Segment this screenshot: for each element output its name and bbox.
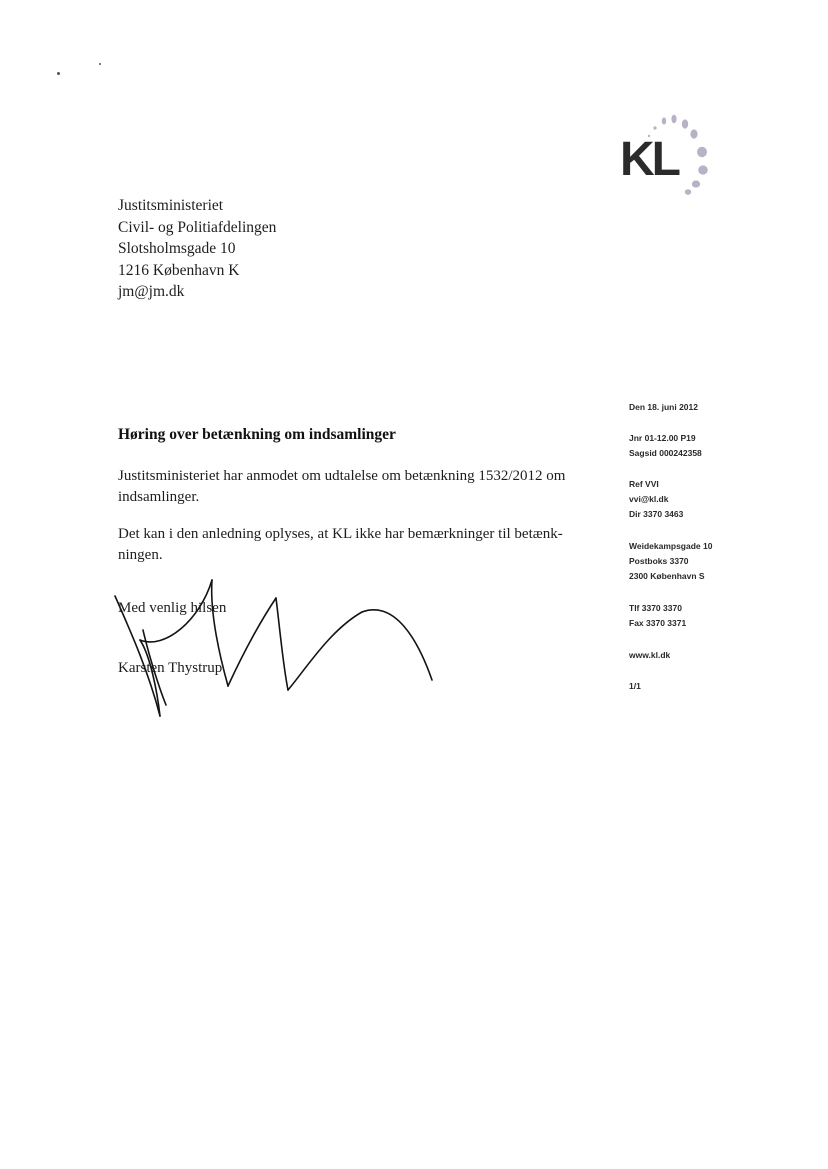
meta-jnr: Jnr 01-12.00 P19 bbox=[629, 433, 696, 443]
scan-speck bbox=[57, 72, 60, 75]
meta-fax: Fax 3370 3371 bbox=[629, 618, 687, 628]
paragraph-line: Justitsministeriet har anmodet om udtalelse om betænkning 1532/2012 om bbox=[118, 468, 566, 484]
meta-email: vvi@kl.dk bbox=[629, 494, 669, 504]
recipient-address bbox=[118, 195, 276, 303]
meta-date-block bbox=[629, 400, 698, 415]
meta-dir: Dir 3370 3463 bbox=[629, 509, 684, 519]
recipient-street: Slotsholmsgade 10 bbox=[118, 240, 236, 257]
meta-address-block bbox=[629, 539, 712, 584]
paragraph-line: Det kan i den anledning oplyses, at KL ikke har bemærkninger til betænk- bbox=[118, 526, 563, 542]
letter-subject: Høring over betænkning om indsamlinger bbox=[118, 426, 396, 443]
meta-postbox: Postboks 3370 bbox=[629, 556, 689, 566]
letter-greeting: Med venlig hilsen bbox=[118, 600, 227, 616]
meta-date: Den 18. juni 2012 bbox=[629, 402, 698, 412]
recipient-city: 1216 København K bbox=[118, 261, 240, 279]
kl-logo bbox=[614, 112, 714, 204]
recipient-email: jm@jm.dk bbox=[118, 283, 185, 300]
meta-phone-block bbox=[629, 601, 686, 631]
paragraph-line: ningen. bbox=[118, 546, 163, 563]
meta-case-block bbox=[629, 431, 702, 461]
letter-signer-name: Karsten Thystrup bbox=[118, 660, 223, 676]
recipient-name: Justitsministeriet bbox=[118, 197, 224, 214]
meta-city: 2300 København S bbox=[629, 571, 705, 581]
paragraph-line: indsamlinger. bbox=[118, 488, 200, 505]
meta-contact-block bbox=[629, 477, 683, 522]
meta-page-block bbox=[629, 679, 641, 694]
letter-paragraph bbox=[118, 466, 588, 507]
recipient-department: Civil- og Politiafdelingen bbox=[118, 218, 277, 236]
meta-web: www.kl.dk bbox=[629, 650, 671, 660]
meta-ref: Ref VVI bbox=[629, 479, 659, 489]
logo-text: KL bbox=[620, 133, 678, 186]
meta-sagsid: Sagsid 000242358 bbox=[629, 448, 702, 458]
scan-speck bbox=[99, 63, 101, 65]
letter-paragraph bbox=[118, 524, 588, 565]
meta-street: Weidekampsgade 10 bbox=[629, 541, 713, 551]
meta-page-number: 1/1 bbox=[629, 681, 641, 691]
meta-web-block bbox=[629, 648, 670, 663]
meta-tel: Tlf 3370 3370 bbox=[629, 603, 682, 613]
